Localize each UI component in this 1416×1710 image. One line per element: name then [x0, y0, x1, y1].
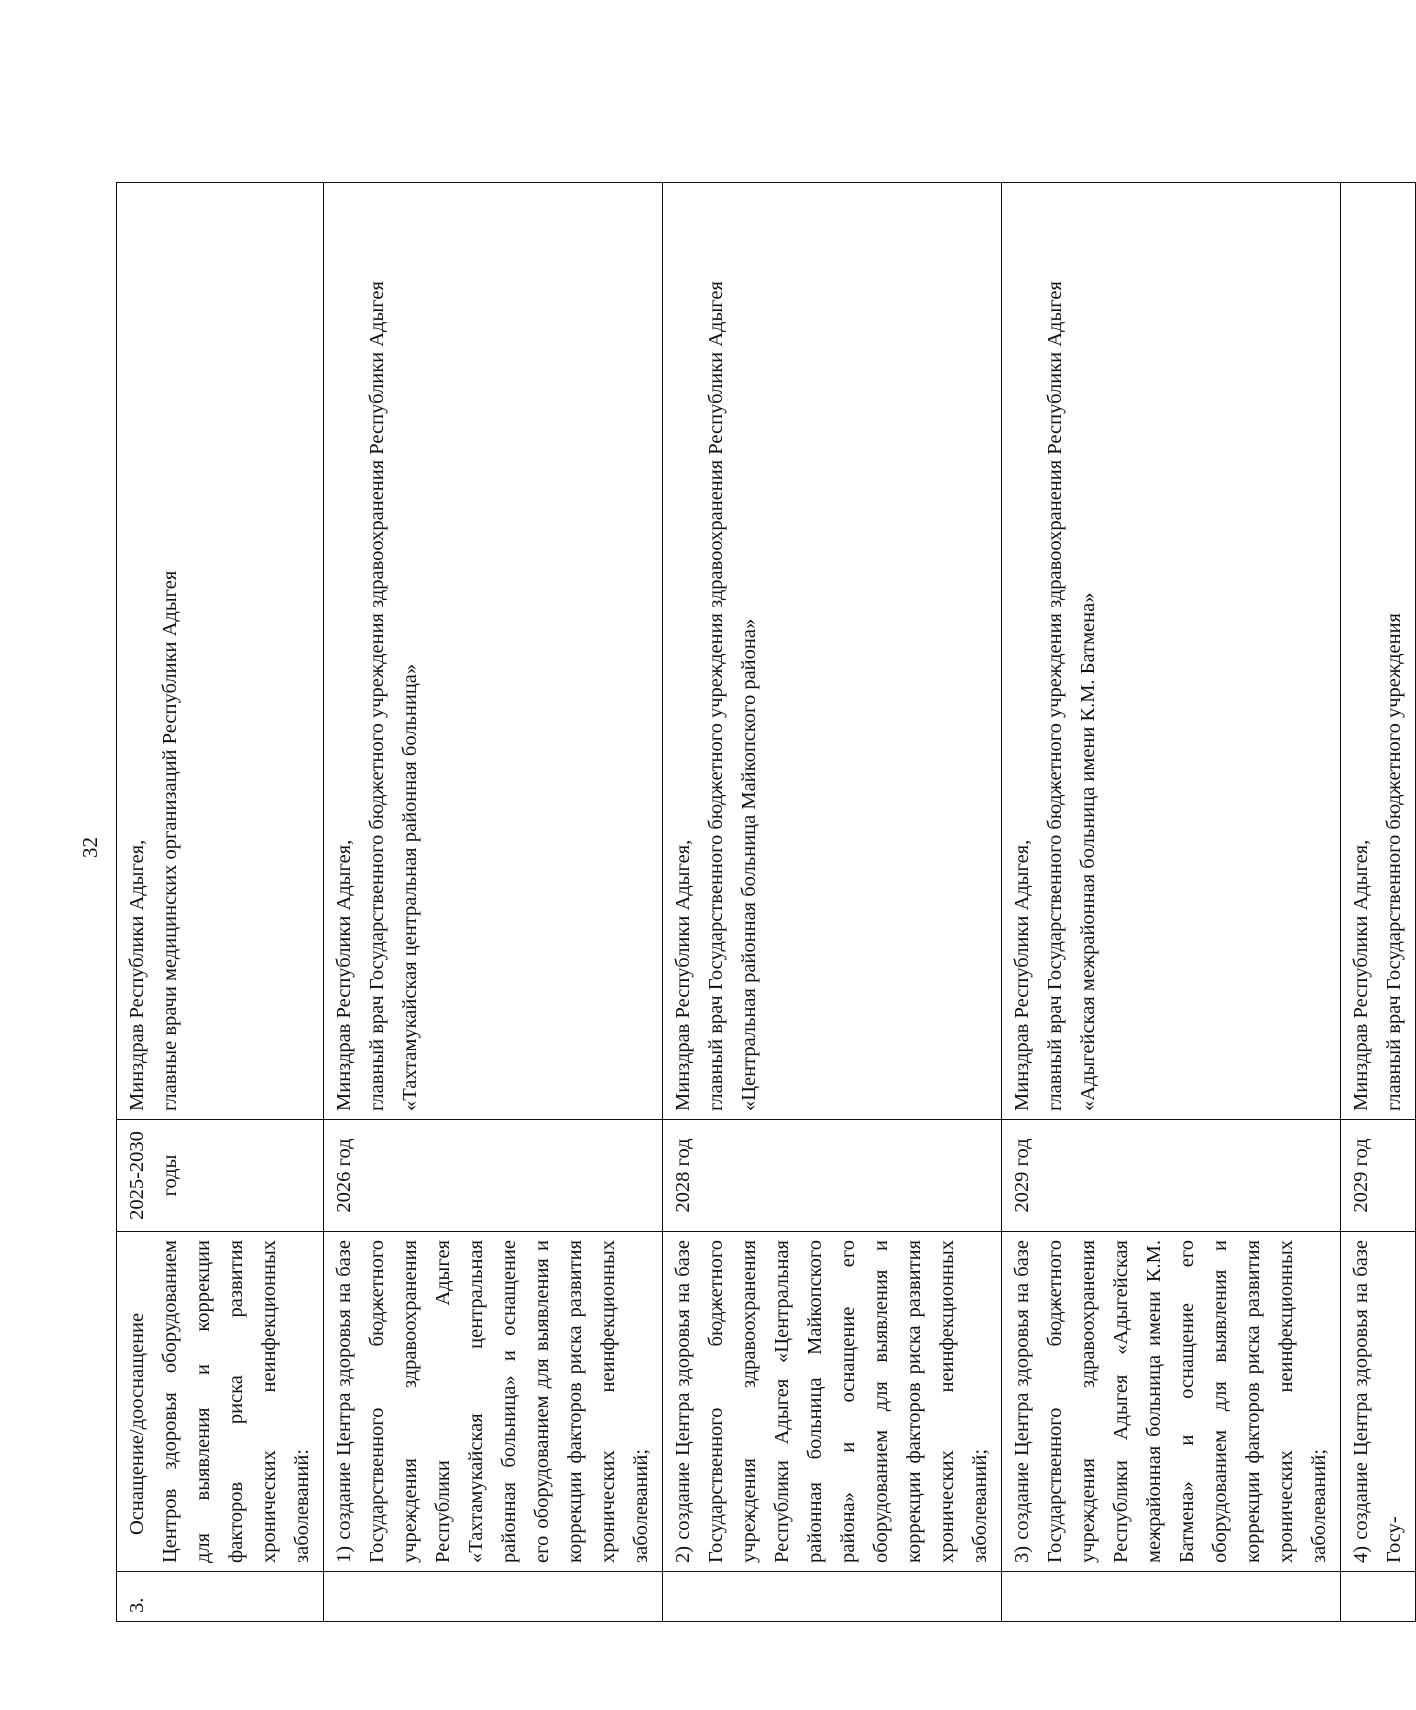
row-number — [324, 1572, 663, 1622]
responsible-line: главный врач Государственного бюджетного учреждения — [1383, 613, 1405, 1111]
responsible-cell — [1002, 183, 1341, 1120]
table-row — [117, 183, 324, 1622]
measures-table — [116, 182, 1416, 1622]
responsible-cell — [324, 183, 663, 1120]
period-cell: 2025-2030 годы — [117, 1120, 324, 1232]
measures-table-rotated — [116, 182, 1405, 1622]
row-number — [1341, 1572, 1416, 1622]
task-cell: 1) создание Центра здоровья на базе Государственного бюджетного учреждения здравоохранения Республики Адыгея «Тахтамукайская центральная районная больница» и оснащение его оборудованием для выявления и коррекции факторов риска развития хронических неинфекционных заболеваний; — [324, 1232, 663, 1572]
responsible-cell — [663, 183, 1002, 1120]
row-number — [663, 1572, 1002, 1622]
responsible-cell — [1341, 183, 1416, 1120]
task-cell: Оснащение/дооснащение Центров здоровья оборудованием для выявления и коррекции факторов риска развития хронических неинфекционных заболеваний: — [117, 1232, 324, 1572]
table-row — [1002, 183, 1341, 1622]
responsible-line: Минздрав Республики Адыгея, — [1011, 839, 1033, 1111]
responsible-line: главный врач Государственного бюджетного учреждения здравоохранения Республики Адыгея «Центральная районная больница Майкопского района» — [705, 281, 760, 1111]
responsible-line: Минздрав Республики Адыгея, — [672, 839, 694, 1111]
row-number — [1002, 1572, 1341, 1622]
table-row — [1341, 183, 1416, 1622]
responsible-line: главные врачи медицинских организаций Республики Адыгея — [159, 570, 181, 1111]
task-cell: 3) создание Центра здоровья на базе Государственного бюджетного учреждения здравоохранения Республики Адыгея «Адыгейская межрайонная больница имени К.М. Батмена» и оснащение его оборудованием для выявления и коррекции факторов риска развития хронических неинфекционных заболеваний; — [1002, 1232, 1341, 1572]
task-cell: 4) создание Центра здоровья на базе Госу- — [1341, 1232, 1416, 1572]
table-row — [324, 183, 663, 1622]
period-cell: 2028 год — [663, 1120, 1002, 1232]
responsible-line: главный врач Государственного бюджетного учреждения здравоохранения Республики Адыгея «Адыгейская межрайонная больница имени К.М. Батмена» — [1044, 281, 1099, 1111]
table-row — [663, 183, 1002, 1622]
responsible-line: Минздрав Республики Адыгея, — [126, 839, 148, 1111]
responsible-cell — [117, 183, 324, 1120]
responsible-line: Минздрав Республики Адыгея, — [333, 839, 355, 1111]
task-cell: 2) создание Центра здоровья на базе Государственного бюджетного учреждения здравоохранения Республики Адыгея «Центральная районная больница Майкопского района» и оснащение его оборудованием для выявления и коррекции факторов риска развития хронических неинфекционных заболеваний; — [663, 1232, 1002, 1572]
period-cell: 2029 год — [1341, 1120, 1416, 1232]
period-cell: 2026 год — [324, 1120, 663, 1232]
responsible-line: главный врач Государственного бюджетного учреждения здравоохранения Республики Адыгея «Тахтамукайская центральная районная больница» — [366, 281, 421, 1111]
responsible-line: Минздрав Республики Адыгея, — [1350, 839, 1372, 1111]
row-number: 3. — [117, 1572, 324, 1622]
page-number: 32 — [78, 837, 102, 858]
period-cell: 2029 год — [1002, 1120, 1341, 1232]
